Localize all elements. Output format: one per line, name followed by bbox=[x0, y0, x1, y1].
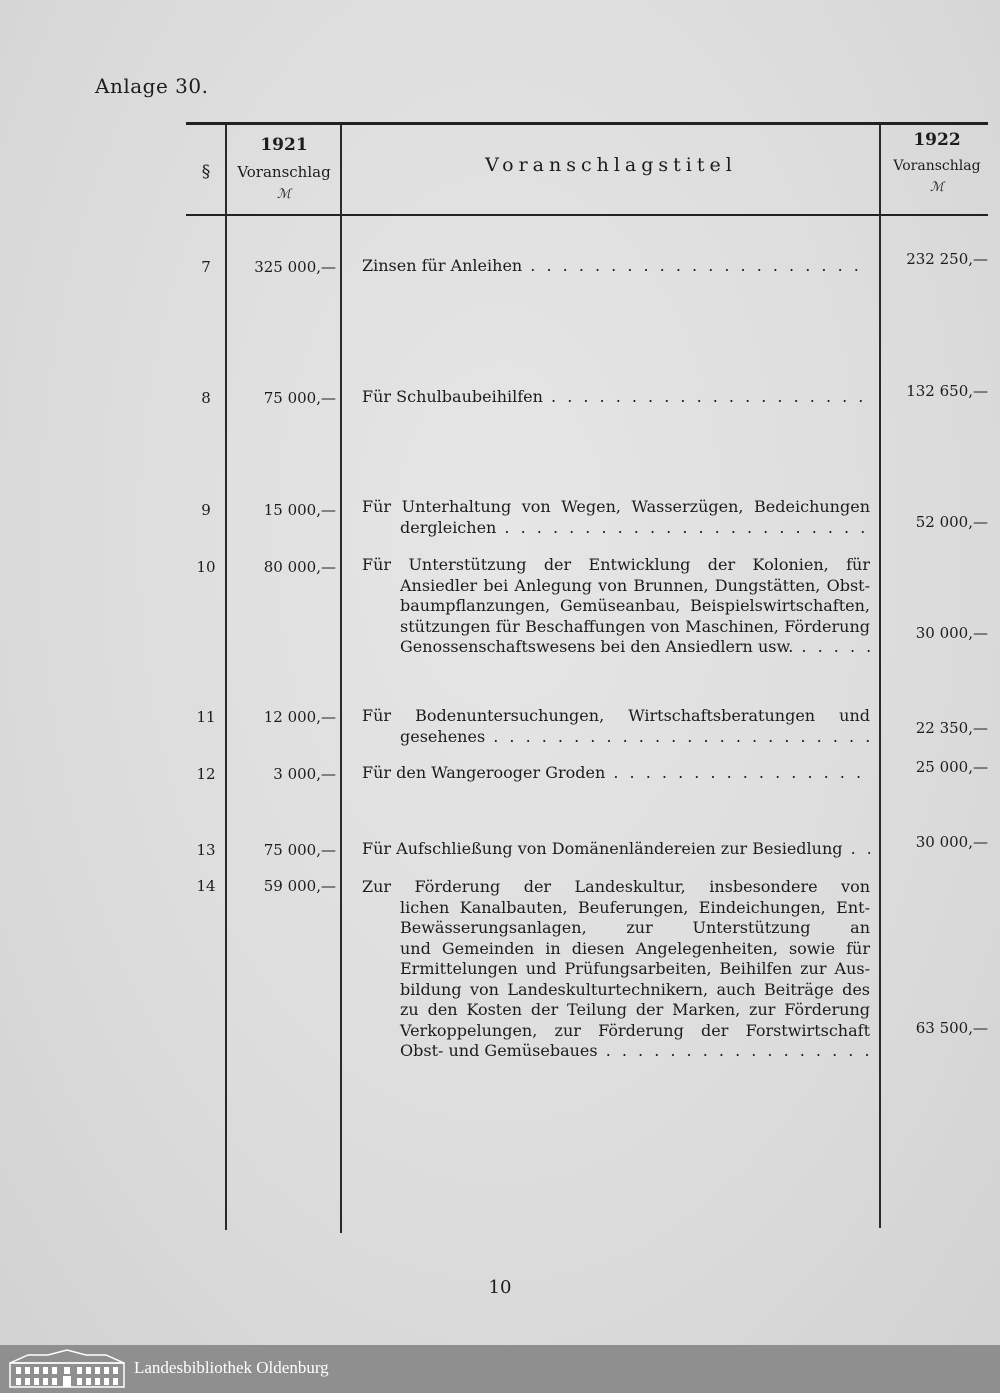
row-10-section: 10 bbox=[196, 558, 216, 576]
header-1922 bbox=[882, 130, 992, 195]
header-1922-year: 1922 bbox=[913, 130, 961, 150]
page-number: 10 bbox=[488, 1277, 512, 1298]
row-11-line-2: gesehenes . . . bbox=[362, 727, 870, 748]
row-12-value-1922: 25 000,— bbox=[915, 758, 988, 776]
header-1921-year: 1921 bbox=[260, 135, 308, 155]
header-1921-sub: Voranschlag bbox=[237, 163, 331, 181]
row-13-value-1922: 30 000,— bbox=[915, 833, 988, 851]
row-14-section: 14 bbox=[196, 877, 216, 895]
row-13-section: 13 bbox=[196, 841, 216, 859]
row-12-section: 12 bbox=[196, 765, 216, 783]
row-10-line-5: Genossenschaftswesens bei den Ansiedlern usw. . . . bbox=[362, 637, 870, 658]
row-9-section: 9 bbox=[201, 501, 211, 519]
library-building-icon bbox=[8, 1349, 126, 1389]
row-14-line-3: Bewässerungsanlagen, zur Unterstützung an bbox=[400, 918, 870, 937]
row-8-value-1921: 75 000,— bbox=[263, 389, 336, 407]
header-title: Voranschlagstitel bbox=[485, 154, 737, 176]
row-10-line-4: stützungen für Beschaffungen von Maschinen, Förderung bbox=[400, 616, 870, 636]
row-10-title bbox=[362, 555, 870, 658]
row-10-value-1922: 30 000,— bbox=[915, 624, 988, 642]
row-10-line-3: baumpflanzungen, Gemüseanbau, Beispielswirtschaften, bbox=[400, 596, 870, 615]
header-1921-unit: ℳ bbox=[277, 187, 291, 202]
column-divider-section bbox=[225, 125, 227, 1230]
row-14-line-6: bildung von Landeskulturtechnikern, auch Beiträge des bbox=[400, 979, 870, 999]
row-14-value-1921: 59 000,— bbox=[263, 877, 336, 895]
row-14-line-5: Ermittelungen und Prüfungsarbeiten, Beihilfen zur Aus- bbox=[400, 959, 870, 978]
header-1922-sub: Voranschlag bbox=[893, 158, 981, 174]
row-9-value-1922: 52 000,— bbox=[915, 513, 988, 531]
row-8-title bbox=[362, 387, 870, 408]
row-14-line-4: und Gemeinden in diesen Angelegenheiten, sowie für bbox=[400, 938, 870, 958]
row-11-title bbox=[362, 706, 870, 747]
row-7-section: 7 bbox=[201, 258, 211, 276]
row-7-value-1922: 232 250,— bbox=[906, 250, 988, 268]
header-1921 bbox=[228, 135, 340, 202]
table-top-rule bbox=[186, 122, 988, 125]
row-11-value-1921: 12 000,— bbox=[263, 708, 336, 726]
row-9-value-1921: 15 000,— bbox=[263, 501, 336, 519]
library-footer bbox=[0, 1345, 1000, 1393]
annex-label: Anlage 30. bbox=[95, 74, 209, 98]
row-14-line-2: lichen Kanalbauten, Beuferungen, Eindeichungen, Ent- bbox=[400, 897, 870, 917]
row-12-value-1921: 3 000,— bbox=[273, 765, 336, 783]
row-11-section: 11 bbox=[196, 708, 216, 726]
row-7-value-1921: 325 000,— bbox=[254, 258, 336, 276]
row-14-title bbox=[362, 877, 870, 1062]
row-10-line-2: Ansiedler bei Anlegung von Brunnen, Dungstätten, Obst- bbox=[400, 575, 870, 595]
row-11-line-1: Für Bodenuntersuchungen, Wirtschaftsberatungen und bbox=[362, 706, 870, 725]
row-14-line-1: Zur Förderung der Landeskultur, insbesondere von bbox=[362, 877, 870, 896]
row-9-line-1: Für Unterhaltung von Wegen, Wasserzügen, Bedeichungen bbox=[362, 497, 870, 516]
row-8-line-1: Für Schulbaubeihilfen . . . bbox=[362, 387, 870, 408]
header-1922-unit: ℳ bbox=[930, 180, 944, 195]
row-14-line-9: Obst- und Gemüsebaues . . . bbox=[362, 1041, 870, 1062]
row-13-value-1921: 75 000,— bbox=[263, 841, 336, 859]
column-divider-title bbox=[879, 125, 881, 1228]
row-13-title bbox=[362, 839, 870, 860]
row-7-line-1: Zinsen für Anleihen . . . bbox=[362, 256, 870, 277]
row-12-title bbox=[362, 763, 870, 784]
row-8-section: 8 bbox=[201, 389, 211, 407]
library-name: Landesbibliothek Oldenburg bbox=[134, 1358, 329, 1377]
row-12-line-1: Für den Wangerooger Groden . . . bbox=[362, 763, 870, 784]
row-14-line-8: Verkoppelungen, zur Förderung der Forstwirtschaft bbox=[400, 1020, 870, 1040]
row-14-value-1922: 63 500,— bbox=[915, 1019, 988, 1037]
column-divider-1921 bbox=[340, 125, 342, 1233]
row-10-value-1921: 80 000,— bbox=[263, 558, 336, 576]
row-10-line-1: Für Unterstützung der Entwicklung der Kolonien, für bbox=[362, 555, 870, 574]
row-7-title bbox=[362, 256, 870, 277]
row-11-value-1922: 22 350,— bbox=[915, 719, 988, 737]
row-8-value-1922: 132 650,— bbox=[906, 382, 988, 400]
row-13-line-1: Für Aufschließung von Domänenländereien zur Besiedlung . . . bbox=[362, 839, 870, 860]
row-9-line-2: dergleichen . . . bbox=[362, 518, 870, 539]
row-9-title bbox=[362, 497, 870, 538]
row-14-line-7: zu den Kosten der Teilung der Marken, zur Förderung bbox=[400, 1000, 870, 1019]
table-header-rule bbox=[186, 214, 988, 216]
header-section: § bbox=[201, 162, 211, 182]
